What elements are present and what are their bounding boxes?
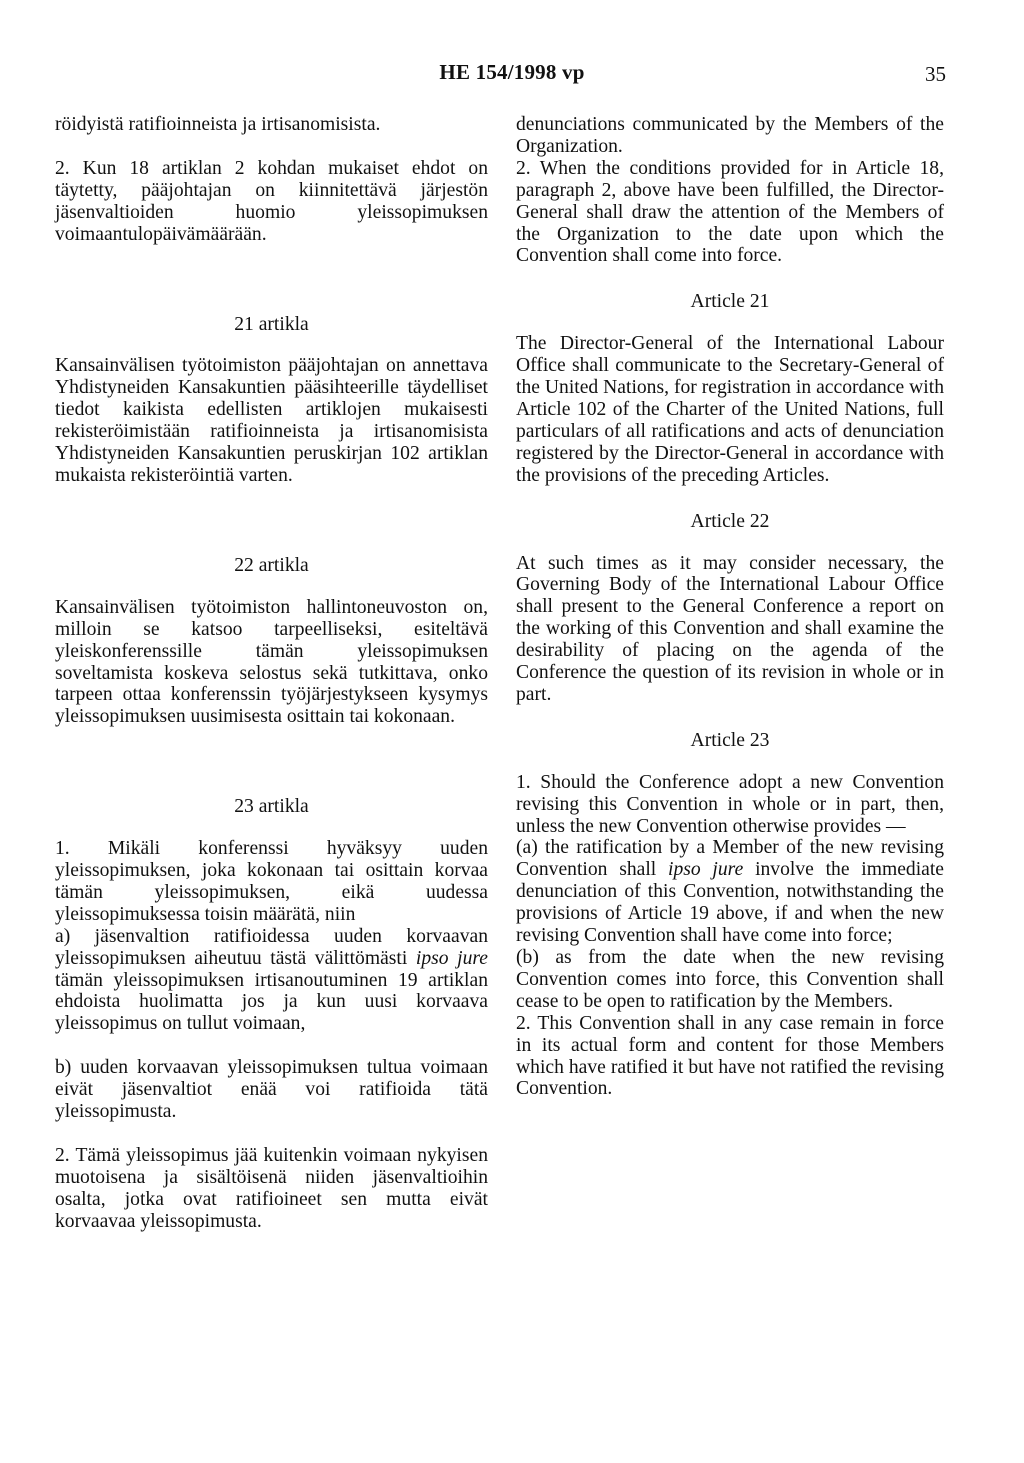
page-number: 35 — [925, 62, 946, 86]
en-paragraph-23-a — [516, 837, 944, 947]
document-title: HE 154/1998 vp — [439, 60, 585, 84]
fi-paragraph-continuation: röidyistä ratifioinneista ja irtisanomisista. — [55, 114, 381, 135]
en-paragraph-continuation: denunciations communicated by the Members of the Organization. — [516, 114, 944, 157]
en-paragraph-23-2: 2. This Convention shall in any case remain in force in its actual form and content for those Members which have ratified it but have not ratified the revising Convention. — [516, 1012, 944, 1100]
en-paragraph-20-2: 2. When the conditions provided for in Article 18, paragraph 2, above have been fulfilled, the Director-General shall draw the attention of the Members of the Organization to the date upon which the Convention shall come into force. — [516, 157, 944, 267]
en-23-a-italic: ipso jure — [668, 859, 744, 881]
fi-paragraph-23-2: 2. Tämä yleissopimus jää kuitenkin voimaan nykyisen muotoisena ja sisältöisenä niiden jäsenvaltioihin osalta, jotka ovat ratifioineet sen mutta eivät korvaavaa yleissopimusta. — [55, 1145, 488, 1232]
en-23-a-text-1: (a) the ratification by a Member of the new revising Convention shall — [516, 837, 944, 881]
fi-23-a-text-2: tämän yleissopimuksen irtisanoutuminen 19 artiklan ehdoista huolimatta jos ja kun uusi korvaava yleissopimus on tullut voimaan, — [55, 969, 488, 1035]
fi-heading-article-21: 21 artikla — [234, 313, 309, 335]
fi-paragraph-23-1: 1. Mikäli konferenssi hyväksyy uuden yleissopimuksen, joka kokonaan tai osittain korvaa tämän yleissopimuksen, eikä uudessa yleissopimuksessa toisin määrätä, niin — [55, 838, 488, 925]
en-heading-article-22: Article 22 — [690, 510, 770, 532]
fi-23-a-text-1: a) jäsenvaltion ratifioidessa uuden korvaavan yleissopimuksen aiheutuu tästä välittömästi — [55, 925, 488, 969]
fi-paragraph-23-b: b) uuden korvaavan yleissopimuksen tultua voimaan eivät jäsenvaltiot enää voi ratifioida tätä yleissopimusta. — [55, 1057, 488, 1123]
en-paragraph-article-22: At such times as it may consider necessary, the Governing Body of the International Labour Office shall present to the General Conference a report on the working of this Convention and shall examine the desirability of placing on the agenda of the Conference the question of its revision in whole or in part. — [516, 552, 944, 705]
en-paragraph-article-21: The Director-General of the International Labour Office shall communicate to the Secretary-General of the United Nations, for registration in accordance with Article 102 of the Charter of the United Nations, full particulars of all ratifications and acts of denunciation registered by the Director-General in accordance with the provisions of the preceding Articles. — [516, 333, 944, 486]
en-heading-article-21: Article 21 — [690, 291, 770, 313]
fi-paragraph-20-2: 2. Kun 18 artiklan 2 kohdan mukaiset ehdot on täytetty, pääjohtajan on kiinnitettävä järjestön jäsenvaltioiden huomio yleissopimuksen voimaantulopäivämäärään. — [55, 157, 488, 245]
english-column — [516, 114, 944, 1100]
en-23-a-text-2: involve the immediate denunciation of this Convention, notwithstanding the provisions of Article 19 above, if and when the new revising Convention shall have come into force; — [516, 859, 945, 947]
page-header — [0, 60, 1024, 92]
fi-23-a-italic: ipso jure — [415, 947, 488, 969]
fi-heading-article-23: 23 artikla — [234, 796, 309, 818]
fi-paragraph-article-21: Kansainvälisen työtoimiston pääjohtajan on annettava Yhdistyneiden Kansakuntien pääsihteerille täydelliset tiedot kaikista edellisten artiklojen mukaisesti rekisteröimistään ratifioinneista ja irtisanomisista Yhdistyneiden Kansakuntien peruskirjan 102 artiklan mukaista rekisteröintiä varten. — [55, 355, 488, 486]
en-heading-article-23: Article 23 — [690, 729, 770, 751]
finnish-column — [55, 114, 488, 1233]
fi-paragraph-article-22: Kansainvälisen työtoimiston hallintoneuvoston on, milloin se katsoo tarpeelliseksi, esiteltävä yleiskonferenssille tämän yleissopimuksen soveltamista koskeva selostus sekä tutkittava, onko tarpeen ottaa konferenssin työjärjestykseen kysymys yleissopimuksen uusimisesta osittain tai kokonaan. — [55, 596, 488, 728]
fi-heading-article-22: 22 artikla — [234, 554, 309, 576]
en-paragraph-23-1: 1. Should the Conference adopt a new Convention revising this Convention in whole or in part, then, unless the new Convention otherwise provides — — [516, 771, 944, 837]
fi-paragraph-23-a — [55, 926, 488, 1036]
en-paragraph-23-b: (b) as from the date when the new revising Convention comes into force, this Convention shall cease to be open to ratification by the Members. — [516, 947, 944, 1012]
